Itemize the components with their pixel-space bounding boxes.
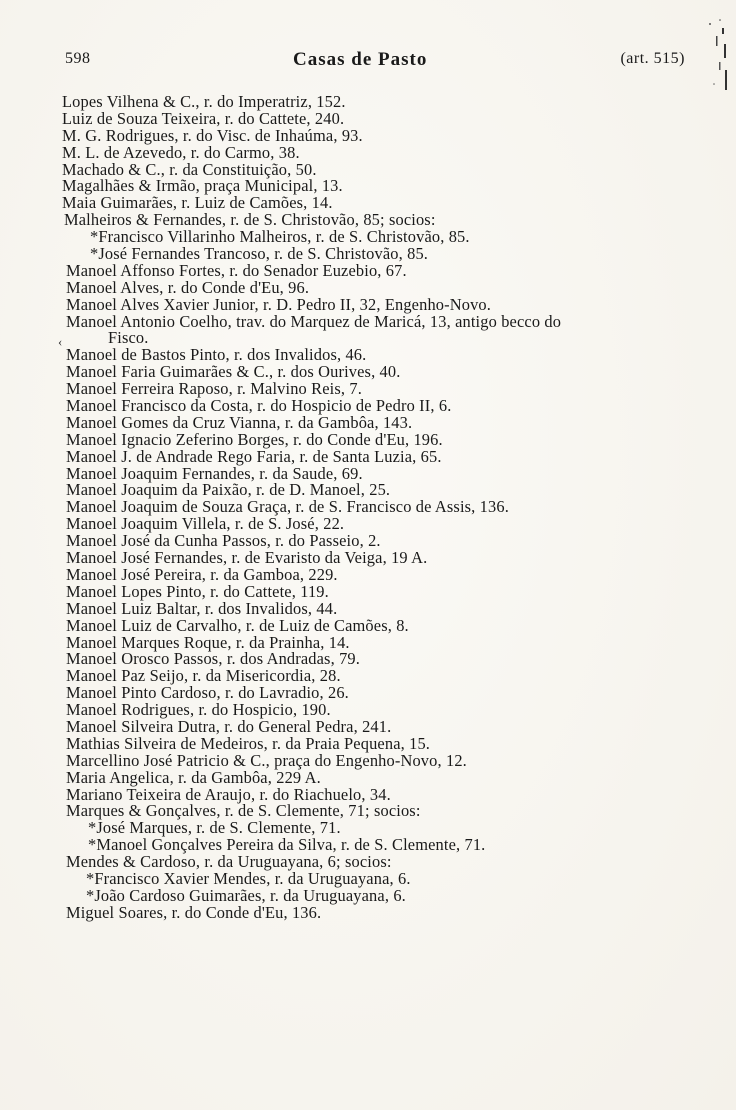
entry-text: Manoel Luiz de Carvalho, r. de Luiz de Camões, 8. (66, 615, 409, 635)
entry-text: Machado & C., r. da Constituição, 50. (62, 159, 317, 179)
scan-artifact-marks (702, 14, 730, 104)
entry-text: Manoel Ignacio Zeferino Borges, r. do Conde d'Eu, 196. (66, 429, 443, 449)
entry-text: Malheiros & Fernandes, r. de S. Christovão, 85; socios: (64, 210, 436, 230)
entry-text: Mendes & Cardoso, r. da Uruguayana, 6; socios: (66, 852, 392, 872)
list-item (0, 615, 736, 635)
entry-text: *Francisco Villarinho Malheiros, r. de S. Christovão, 85. (90, 227, 470, 247)
entry-text: Manoel Alves, r. do Conde d'Eu, 96. (66, 277, 310, 297)
entry-text: Manoel Ferreira Raposo, r. Malvino Reis, 7. (66, 379, 362, 399)
entry-text: Manoel José Fernandes, r. de Evaristo da Veiga, 19 A. (66, 548, 428, 568)
entry-text: *Francisco Xavier Mendes, r. da Uruguayana, 6. (86, 868, 411, 888)
article-reference: (art. 515) (620, 50, 685, 67)
entry-text: Manoel Paz Seijo, r. da Misericordia, 28. (66, 666, 341, 686)
entry-text: M. G. Rodrigues, r. do Visc. de Inhaúma, 93. (62, 125, 363, 145)
directory-list (0, 94, 736, 922)
entry-text: Manoel Antonio Coelho, trav. do Marquez de Maricá, 13, antigo becco do (66, 311, 562, 331)
entry-text: Luiz de Souza Teixeira, r. do Cattete, 240. (62, 108, 345, 128)
page-header (65, 50, 685, 78)
entry-text: Manoel Pinto Cardoso, r. do Lavradio, 26. (66, 683, 349, 703)
entry-text: Maia Guimarães, r. Luiz de Camões, 14. (62, 193, 333, 213)
entry-text: *José Fernandes Trancoso, r. de S. Christovão, 85. (90, 244, 429, 264)
entry-text: Manoel Lopes Pinto, r. do Cattete, 119. (66, 581, 329, 601)
entry-text: Manoel Affonso Fortes, r. do Senador Euzebio, 67. (66, 260, 407, 280)
entry-text: Manoel Rodrigues, r. do Hospicio, 190. (66, 700, 331, 720)
entry-text: Maria Angelica, r. da Gambôa, 229 A. (66, 767, 321, 787)
entry-text: Manoel Silveira Dutra, r. do General Pedra, 241. (66, 716, 392, 736)
entry-text: Mariano Teixeira de Araujo, r. do Riachuelo, 34. (66, 784, 391, 804)
entry-text: Manoel de Bastos Pinto, r. dos Invalidos, 46. (66, 345, 367, 365)
entry-text: Manoel Alves Xavier Junior, r. D. Pedro II, 32, Engenho-Novo. (66, 294, 492, 314)
entry-text: Manoel José da Cunha Passos, r. do Passeio, 2. (66, 531, 381, 551)
entry-text: Manoel Joaquim de Souza Graça, r. de S. Francisco de Assis, 136. (66, 497, 509, 517)
entry-text: Manoel Francisco da Costa, r. do Hospicio de Pedro II, 6. (66, 396, 452, 416)
entry-text: Manoel José Pereira, r. da Gamboa, 229. (66, 564, 338, 584)
entry-text: *Manoel Gonçalves Pereira da Silva, r. de S. Clemente, 71. (88, 835, 486, 855)
entry-text: Magalhães & Irmão, praça Municipal, 13. (62, 176, 343, 196)
entry-text: Marcellino José Patricio & C., praça do Engenho-Novo, 12. (66, 750, 467, 770)
page-title: Casas de Pasto (293, 49, 428, 70)
entry-text: Miguel Soares, r. do Conde d'Eu, 136. (66, 902, 322, 922)
entry-text: Manoel Joaquim Fernandes, r. da Saude, 69. (66, 463, 363, 483)
entry-text: Manoel Joaquim da Paixão, r. de D. Manoel, 25. (66, 480, 391, 500)
entry-text: Manoel J. de Andrade Rego Faria, r. de Santa Luzia, 65. (66, 446, 442, 466)
entry-text: Manoel Joaquim Villela, r. de S. José, 22. (66, 514, 345, 534)
entry-text: Manoel Orosco Passos, r. dos Andradas, 79. (66, 649, 361, 669)
list-item (0, 902, 736, 922)
entry-text: Lopes Vilhena & C., r. do Imperatriz, 152. (62, 92, 346, 111)
entry-text: Manoel Luiz Baltar, r. dos Invalidos, 44. (66, 598, 338, 618)
entry-text: Manoel Marques Roque, r. da Prainha, 14. (66, 632, 350, 652)
entry-text: Marques & Gonçalves, r. de S. Clemente, 71; socios: (66, 801, 421, 821)
list-item (0, 767, 736, 787)
entry-text: Mathias Silveira de Medeiros, r. da Praia Pequena, 15. (66, 733, 431, 753)
entry-text: M. L. de Azevedo, r. do Carmo, 38. (62, 142, 300, 162)
margin-mark: ‹ (58, 334, 63, 349)
entry-text: *João Cardoso Guimarães, r. da Uruguayana, 6. (86, 885, 406, 905)
entry-text: Manoel Gomes da Cruz Vianna, r. da Gambôa, 143. (66, 412, 413, 432)
entry-text: Manoel Faria Guimarães & C., r. dos Ourives, 40. (66, 362, 401, 382)
page-number: 598 (65, 50, 91, 67)
entry-text: Fisco. (108, 328, 149, 348)
entry-text: *José Marques, r. de S. Clemente, 71. (88, 818, 341, 838)
